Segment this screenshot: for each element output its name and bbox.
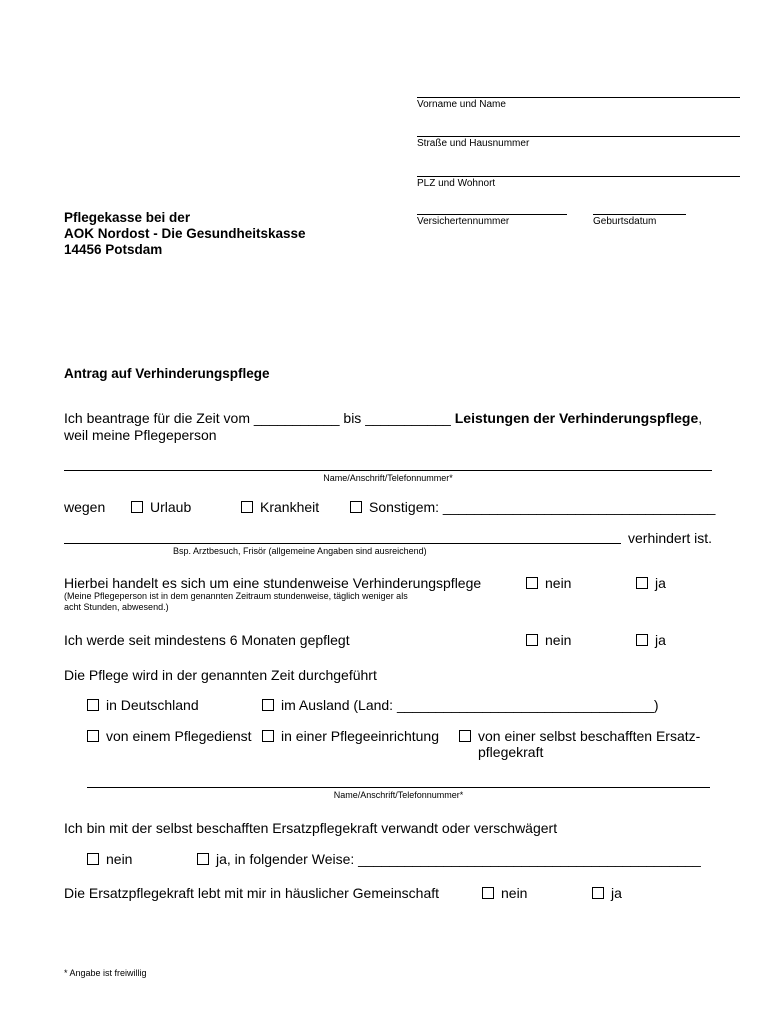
abroad-checkbox[interactable] <box>262 699 274 711</box>
household-no-label: nein <box>501 885 528 901</box>
six-months-no-checkbox[interactable] <box>526 634 538 646</box>
household-question: Die Ersatzpflegekraft lebt mit mir in häuslicher Gemeinschaft <box>64 885 440 901</box>
substitute-contact-caption: Name/Anschrift/Telefonnummer* <box>333 790 464 800</box>
caregiver-contact-caption: Name/Anschrift/Telefonnummer* <box>323 473 453 483</box>
related-no-checkbox[interactable] <box>87 853 99 865</box>
related-yes-checkbox[interactable] <box>197 853 209 865</box>
other-label: Sonstigem: ___________________________________ <box>369 499 716 515</box>
intro-bold-text: Leistungen der Verhinderungspflege <box>454 410 699 426</box>
intro-line-2: weil meine Pflegeperson <box>64 427 217 443</box>
care-facility-label: in einer Pflegeeinrichtung <box>281 728 439 744</box>
illness-checkbox[interactable] <box>241 501 253 513</box>
germany-label: in Deutschland <box>106 697 199 713</box>
name-line[interactable] <box>417 97 740 98</box>
self-arranged-checkbox[interactable] <box>459 730 471 742</box>
self-arranged-label-2: pflegekraft <box>478 744 544 760</box>
related-yes-label: ja, in folgender Weise: ____________________________________________ <box>216 851 701 867</box>
care-service-label: von einem Pflegedienst <box>106 728 252 744</box>
street-line[interactable] <box>417 136 740 137</box>
hourly-no-checkbox[interactable] <box>526 577 538 589</box>
reason-detail-line[interactable] <box>64 543 621 544</box>
reason-label: wegen <box>64 499 106 515</box>
name-label: Vorname und Name <box>417 99 506 110</box>
recipient-line-2: AOK Nordost - Die Gesundheitskasse <box>64 226 306 241</box>
footnote: * Angabe ist freiwillig <box>64 968 147 978</box>
birthdate-line[interactable] <box>593 214 686 215</box>
other-checkbox[interactable] <box>350 501 362 513</box>
related-no-label: nein <box>106 851 133 867</box>
abroad-label: im Ausland (Land: _________________________________) <box>281 697 659 713</box>
street-label: Straße und Hausnummer <box>417 138 530 149</box>
recipient-line-1: Pflegekasse bei der <box>64 210 191 225</box>
six-months-yes-label: ja <box>655 632 666 648</box>
hourly-note-1: (Meine Pflegeperson ist in dem genannten Zeitraum stundenweise, täglich weniger als <box>64 591 408 601</box>
six-months-yes-checkbox[interactable] <box>636 634 648 646</box>
six-months-no-label: nein <box>545 632 572 648</box>
care-service-checkbox[interactable] <box>87 730 99 742</box>
caregiver-contact-line[interactable] <box>64 470 712 471</box>
reason-suffix: verhindert ist. <box>628 530 713 546</box>
hourly-question: Hierbei handelt es sich um eine stundenweise Verhinderungspflege <box>64 575 482 591</box>
household-yes-label: ja <box>611 885 622 901</box>
related-question: Ich bin mit der selbst beschafften Ersatzpflegekraft verwandt oder verschwägert <box>64 820 558 836</box>
birthdate-label: Geburtsdatum <box>593 216 657 227</box>
hourly-yes-label: ja <box>655 575 666 591</box>
city-label: PLZ und Wohnort <box>417 178 496 189</box>
location-question: Die Pflege wird in der genannten Zeit durchgeführt <box>64 667 377 683</box>
household-no-checkbox[interactable] <box>482 887 494 899</box>
illness-label: Krankheit <box>260 499 320 515</box>
care-facility-checkbox[interactable] <box>262 730 274 742</box>
vacation-label: Urlaub <box>150 499 192 515</box>
insurance-number-line[interactable] <box>417 214 567 215</box>
hourly-no-label: nein <box>545 575 572 591</box>
intro-text: Ich beantrage für die Zeit vom ___________ bis ___________ <box>64 410 451 426</box>
germany-checkbox[interactable] <box>87 699 99 711</box>
hourly-note-2: acht Stunden, abwesend.) <box>64 602 169 612</box>
six-months-question: Ich werde seit mindestens 6 Monaten gepflegt <box>64 632 350 648</box>
reason-example: Bsp. Arztbesuch, Frisör (allgemeine Angaben sind ausreichend) <box>173 546 427 556</box>
insurance-number-label: Versichertennummer <box>417 216 510 227</box>
intro-line-1 <box>64 410 702 427</box>
recipient-line-3: 14456 Potsdam <box>64 242 163 257</box>
intro-comma: , <box>698 410 703 426</box>
hourly-yes-checkbox[interactable] <box>636 577 648 589</box>
form-title: Antrag auf Verhinderungspflege <box>64 366 270 381</box>
household-yes-checkbox[interactable] <box>592 887 604 899</box>
substitute-contact-line[interactable] <box>87 787 710 788</box>
vacation-checkbox[interactable] <box>131 501 143 513</box>
self-arranged-label-1: von einer selbst beschafften Ersatz- <box>478 728 701 744</box>
city-line[interactable] <box>417 176 740 177</box>
